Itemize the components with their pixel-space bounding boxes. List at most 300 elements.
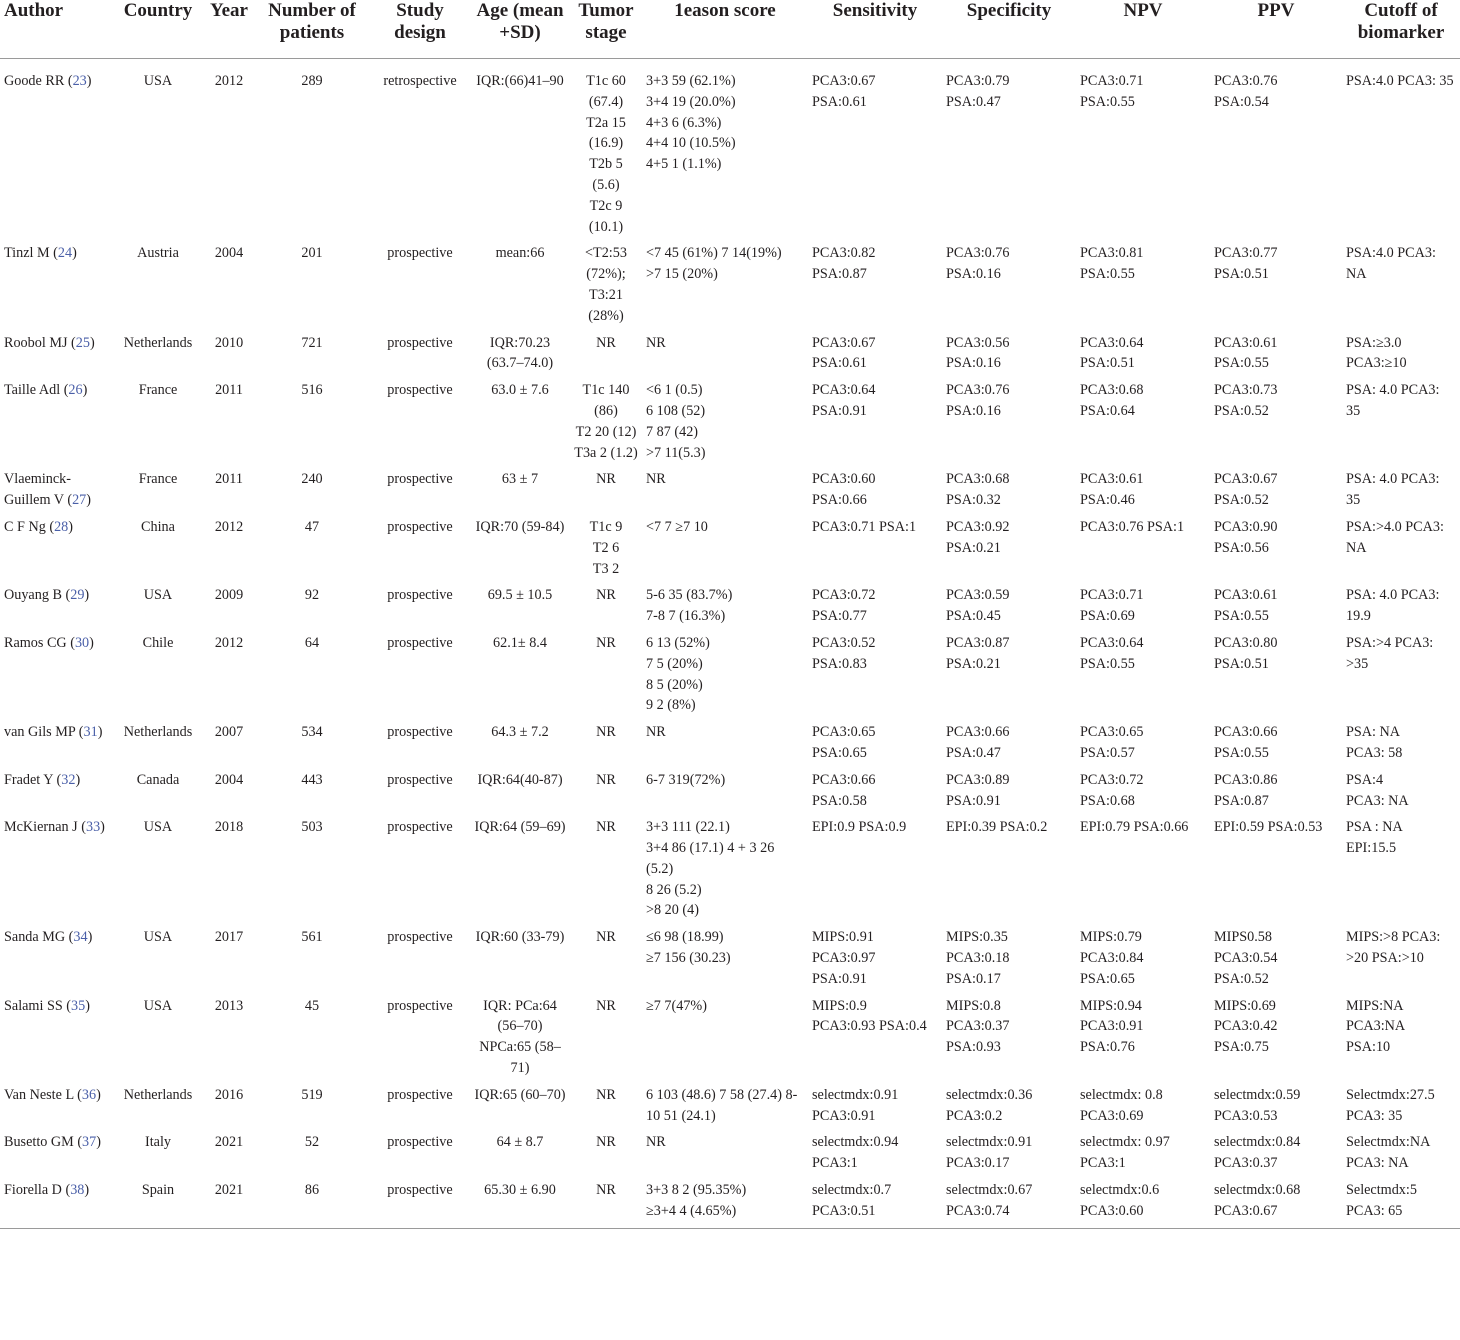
cell-specificity bbox=[942, 1079, 1076, 1127]
npv-line: PCA3:0.64 bbox=[1080, 634, 1144, 651]
reference-link[interactable]: 32 bbox=[61, 771, 76, 788]
sensitivity-line: PSA:0.61 bbox=[812, 355, 867, 372]
cell-age: 65.30 ± 6.90 bbox=[470, 1174, 570, 1228]
npv-line: PCA3:0.71 bbox=[1080, 73, 1144, 89]
cell-country: USA bbox=[143, 929, 173, 946]
cell-cutoff bbox=[1342, 1174, 1460, 1228]
specificity-line: selectmdx:0.67 bbox=[946, 1182, 1033, 1199]
table-row bbox=[0, 716, 1460, 764]
cell-author: C F Ng (28) bbox=[4, 518, 73, 535]
npv-line: PCA3:0.61 bbox=[1080, 471, 1144, 488]
cutoff-line: Selectmdx:5 bbox=[1346, 1182, 1417, 1199]
cell-sensitivity bbox=[808, 463, 942, 511]
table-header bbox=[0, 0, 1460, 59]
cell-age: 63 ± 7 bbox=[501, 471, 539, 488]
cell-npv bbox=[1076, 921, 1210, 989]
cutoff-line: PSA:4.0 PCA3: 35 bbox=[1346, 73, 1454, 89]
ppv-line: PSA:0.51 bbox=[1214, 266, 1269, 283]
tumor-stage-line: NR bbox=[596, 1182, 616, 1199]
cell-country: Canada bbox=[136, 771, 180, 788]
cell-country: USA bbox=[143, 997, 173, 1014]
sensitivity-line: PCA3:0.60 bbox=[812, 471, 876, 488]
column-header-npv: NPV bbox=[1076, 0, 1210, 59]
cell-cutoff bbox=[1342, 237, 1460, 326]
cell-country: France bbox=[138, 471, 178, 488]
tumor-stage-line: T2 20 (12) bbox=[575, 423, 637, 440]
cell-ppv bbox=[1210, 511, 1342, 579]
table-row bbox=[0, 1079, 1460, 1127]
tumor-stage-line: NR bbox=[596, 1086, 616, 1103]
cell-npv bbox=[1076, 463, 1210, 511]
sensitivity-line: PSA:0.91 bbox=[812, 970, 867, 987]
table-row bbox=[0, 811, 1460, 921]
reference-link[interactable]: 31 bbox=[83, 724, 98, 741]
cell-year: 2012 bbox=[214, 634, 244, 651]
tumor-stage-line: T2b 5 (5.6) bbox=[589, 156, 623, 193]
sensitivity-line: MIPS:0.91 bbox=[812, 929, 874, 946]
ppv-line: EPI:0.59 PSA:0.53 bbox=[1214, 819, 1323, 836]
cell-study-design: prospective bbox=[387, 771, 453, 788]
specificity-line: PSA:0.16 bbox=[946, 355, 1001, 372]
cell-sensitivity bbox=[808, 511, 942, 579]
table-row bbox=[0, 1126, 1460, 1174]
gleason-score-line: 8 5 (20%) bbox=[646, 676, 703, 693]
npv-line: PCA3:0.71 bbox=[1080, 587, 1144, 604]
cell-country: Austria bbox=[137, 245, 179, 262]
tumor-stage-line: T3:21 (28%) bbox=[588, 286, 624, 324]
specificity-line: MIPS:0.8 bbox=[946, 997, 1001, 1014]
specificity-line: PSA:0.32 bbox=[946, 492, 1001, 509]
gleason-score-line: 3+3 59 (62.1%) bbox=[646, 73, 736, 89]
gleason-score-line: ≥7 156 (30.23) bbox=[646, 950, 731, 967]
cell-sensitivity bbox=[808, 579, 942, 627]
reference-link[interactable]: 28 bbox=[54, 518, 69, 535]
cell-number-of-patients: 86 bbox=[254, 1174, 370, 1228]
specificity-line: PCA3:0.37 bbox=[946, 1018, 1010, 1035]
cell-cutoff bbox=[1342, 59, 1460, 238]
author-name: Vlaeminck-Guillem V bbox=[4, 471, 71, 509]
reference-link[interactable]: 23 bbox=[72, 73, 87, 89]
cell-study-design: prospective bbox=[387, 1134, 453, 1151]
sensitivity-line: PCA3:0.97 bbox=[812, 950, 876, 967]
cell-number-of-patients: 201 bbox=[301, 245, 323, 262]
specificity-line: PSA:0.16 bbox=[946, 266, 1001, 283]
cell-gleason-score bbox=[642, 627, 808, 716]
cell-study-design: prospective bbox=[387, 929, 453, 946]
cell-npv bbox=[1076, 811, 1210, 921]
cell-number-of-patients: 561 bbox=[301, 929, 323, 946]
gleason-score-line: NR bbox=[646, 724, 666, 741]
cell-specificity bbox=[942, 1126, 1076, 1174]
sensitivity-line: EPI:0.9 PSA:0.9 bbox=[812, 819, 907, 836]
sensitivity-line: PSA:0.66 bbox=[812, 492, 867, 509]
cell-specificity bbox=[942, 237, 1076, 326]
cell-year: 2017 bbox=[214, 929, 244, 946]
gleason-score-line: >8 20 (4) bbox=[646, 902, 699, 919]
cell-cutoff bbox=[1342, 1079, 1460, 1127]
sensitivity-line: MIPS:0.9 bbox=[812, 997, 867, 1014]
ppv-line: PCA3:0.66 bbox=[1214, 724, 1278, 741]
npv-line: PCA3:1 bbox=[1080, 1155, 1126, 1172]
cell-country: Netherlands bbox=[123, 1086, 193, 1103]
author-name: Van Neste L bbox=[4, 1086, 74, 1103]
reference-link[interactable]: 29 bbox=[70, 587, 85, 604]
table-row bbox=[0, 764, 1460, 812]
ppv-line: PCA3:0.73 bbox=[1214, 382, 1278, 399]
cutoff-line: PCA3:NA bbox=[1346, 1018, 1406, 1035]
sensitivity-line: PSA:0.58 bbox=[812, 792, 867, 809]
table-row bbox=[0, 463, 1460, 511]
specificity-line: PSA:0.91 bbox=[946, 792, 1001, 809]
table-row bbox=[0, 327, 1460, 375]
author-name: Ouyang B bbox=[4, 587, 62, 604]
npv-line: PSA:0.51 bbox=[1080, 355, 1135, 372]
cell-year: 2011 bbox=[215, 382, 243, 399]
cutoff-line: MIPS:NA bbox=[1346, 997, 1404, 1014]
cell-cutoff bbox=[1342, 811, 1460, 921]
tumor-stage-line: T1c 60 (67.4) bbox=[586, 73, 626, 110]
ppv-line: PCA3:0.77 bbox=[1214, 245, 1278, 262]
gleason-score-line: 6 103 (48.6) 7 58 (27.4) 8-10 51 (24.1) bbox=[646, 1086, 798, 1124]
cell-sensitivity bbox=[808, 764, 942, 812]
cell-study-design: prospective bbox=[387, 334, 453, 351]
tumor-stage-line: NR bbox=[596, 771, 616, 788]
gleason-score-line: 4+4 10 (10.5%) bbox=[646, 135, 736, 152]
gleason-score-line: NR bbox=[646, 1134, 666, 1151]
cell-author: Sanda MG (34) bbox=[4, 929, 93, 946]
cell-cutoff bbox=[1342, 327, 1460, 375]
sensitivity-line: PCA3:0.65 bbox=[812, 724, 876, 741]
reference-link[interactable]: 35 bbox=[71, 997, 86, 1014]
gleason-score-line: 3+3 111 (22.1) bbox=[646, 819, 730, 836]
cell-number-of-patients: 503 bbox=[301, 819, 323, 836]
specificity-line: PCA3:0.59 bbox=[946, 587, 1010, 604]
cell-gleason-score bbox=[642, 811, 808, 921]
cell-ppv bbox=[1210, 59, 1342, 238]
tumor-stage-line: NR bbox=[596, 1134, 616, 1151]
sensitivity-line: PSA:0.91 bbox=[812, 402, 867, 419]
npv-line: PCA3:0.81 bbox=[1080, 245, 1144, 262]
gleason-score-line: 7-8 7 (16.3%) bbox=[646, 608, 726, 625]
cell-year: 2004 bbox=[214, 771, 244, 788]
ppv-line: PCA3:0.42 bbox=[1214, 1018, 1278, 1035]
cell-number-of-patients: 45 bbox=[304, 997, 320, 1014]
cell-author: Fradet Y (32) bbox=[4, 771, 81, 788]
cell-year: 2012 bbox=[214, 518, 244, 535]
tumor-stage-line: T3 2 bbox=[592, 560, 620, 577]
tumor-stage-line: T2c 9 (10.1) bbox=[588, 197, 624, 235]
tumor-stage-line: T3a 2 (1.2) bbox=[574, 444, 638, 461]
reference-link[interactable]: 33 bbox=[85, 819, 101, 836]
specificity-line: PSA:0.45 bbox=[946, 608, 1001, 625]
npv-line: PSA:0.64 bbox=[1080, 402, 1135, 419]
specificity-line: EPI:0.39 PSA:0.2 bbox=[946, 819, 1048, 836]
reference-link[interactable]: 36 bbox=[81, 1086, 97, 1103]
cell-number-of-patients: 52 bbox=[304, 1134, 320, 1151]
author-name: Ramos CG bbox=[4, 634, 67, 651]
cell-npv bbox=[1076, 1126, 1210, 1174]
cell-author: Busetto GM (37) bbox=[4, 1134, 101, 1151]
sensitivity-line: PSA:0.77 bbox=[812, 608, 867, 625]
cell-sensitivity bbox=[808, 59, 942, 238]
gleason-score-line: 4+3 6 (6.3%) bbox=[646, 114, 722, 131]
tumor-stage-line: T2 6 bbox=[592, 539, 620, 556]
cell-author: Roobol MJ (25) bbox=[4, 334, 95, 351]
reference-link[interactable]: 26 bbox=[68, 382, 83, 399]
sensitivity-line: PCA3:0.51 bbox=[812, 1202, 876, 1219]
reference-link[interactable]: 27 bbox=[72, 492, 87, 509]
specificity-line: PCA3:0.76 bbox=[946, 245, 1010, 262]
gleason-score-line: <6 1 (0.5) bbox=[646, 382, 703, 399]
ppv-line: MIPS0.58 bbox=[1214, 929, 1272, 946]
cell-number-of-patients: 443 bbox=[301, 771, 323, 788]
cutoff-line: PCA3: NA bbox=[1346, 1155, 1409, 1172]
npv-line: selectmdx: 0.97 bbox=[1080, 1134, 1170, 1151]
cell-year: 2021 bbox=[204, 1174, 254, 1228]
specificity-line: PSA:0.16 bbox=[946, 402, 1001, 419]
sensitivity-line: PCA3:0.52 bbox=[812, 634, 876, 651]
ppv-line: selectmdx:0.59 bbox=[1214, 1086, 1301, 1103]
sensitivity-line: PCA3:0.67 bbox=[812, 73, 876, 89]
ppv-line: PSA:0.51 bbox=[1214, 655, 1269, 672]
gleason-score-line: 4+5 1 (1.1%) bbox=[646, 156, 722, 173]
cell-cutoff bbox=[1342, 511, 1460, 579]
npv-line: PCA3:0.60 bbox=[1080, 1202, 1144, 1219]
cell-sensitivity bbox=[808, 990, 942, 1079]
sensitivity-line: PCA3:0.82 bbox=[812, 245, 876, 262]
gleason-score-line: <7 7 ≥7 10 bbox=[646, 518, 708, 535]
cell-cutoff bbox=[1342, 716, 1460, 764]
gleason-score-line: 3+4 86 (17.1) 4 + 3 26 (5.2) bbox=[646, 840, 775, 877]
sensitivity-line: PSA:0.61 bbox=[812, 93, 867, 110]
cell-ppv bbox=[1210, 921, 1342, 989]
cutoff-line: PSA: NA bbox=[1346, 724, 1401, 741]
ppv-line: PSA:0.54 bbox=[1214, 93, 1269, 110]
cell-ppv bbox=[1210, 811, 1342, 921]
ppv-line: MIPS:0.69 bbox=[1214, 997, 1276, 1014]
cell-year: 2004 bbox=[214, 245, 244, 262]
npv-line: PSA:0.57 bbox=[1080, 744, 1135, 761]
sensitivity-line: selectmdx:0.91 bbox=[812, 1086, 899, 1103]
column-header-ppv: PPV bbox=[1210, 0, 1342, 59]
cell-sensitivity bbox=[808, 716, 942, 764]
cell-cutoff bbox=[1342, 374, 1460, 463]
cell-author: Ouyang B (29) bbox=[4, 587, 90, 604]
npv-line: PSA:0.55 bbox=[1080, 655, 1135, 672]
cell-year: 2009 bbox=[214, 587, 244, 604]
cutoff-line: PSA: 4.0 PCA3: 35 bbox=[1346, 471, 1440, 509]
author-name: Roobol MJ bbox=[4, 334, 68, 351]
reference-link[interactable]: 30 bbox=[74, 634, 90, 651]
ppv-line: PCA3:0.67 bbox=[1214, 471, 1278, 488]
cell-number-of-patients: 534 bbox=[301, 724, 323, 741]
cell-country: Spain bbox=[112, 1174, 204, 1228]
cutoff-line: PSA:>4.0 PCA3: NA bbox=[1346, 518, 1444, 556]
column-header-country: Country bbox=[112, 0, 204, 59]
specificity-line: PCA3:0.89 bbox=[946, 771, 1010, 788]
cutoff-line: PSA : NA bbox=[1346, 819, 1403, 836]
cell-ppv bbox=[1210, 327, 1342, 375]
specificity-line: PSA:0.93 bbox=[946, 1039, 1001, 1056]
cell-author: Vlaeminck-Guillem V (27) bbox=[4, 471, 91, 509]
specificity-line: PCA3:0.66 bbox=[946, 724, 1010, 741]
cell-gleason-score bbox=[642, 764, 808, 812]
cell-cutoff bbox=[1342, 764, 1460, 812]
tumor-stage-line: NR bbox=[596, 587, 616, 604]
cell-study-design: prospective bbox=[387, 1086, 453, 1103]
cutoff-line: Selectmdx:NA bbox=[1346, 1134, 1431, 1151]
ppv-line: PCA3:0.61 bbox=[1214, 587, 1278, 604]
cutoff-line: MIPS:>8 PCA3: >20 PSA:>10 bbox=[1346, 929, 1441, 967]
sensitivity-line: PSA:0.87 bbox=[812, 266, 867, 283]
column-header-sensitivity: Sensitivity bbox=[808, 0, 942, 59]
cell-tumor-stage bbox=[570, 1174, 642, 1228]
cell-author: Goode RR (23) bbox=[4, 73, 92, 89]
npv-line: PSA:0.55 bbox=[1080, 93, 1135, 110]
gleason-score-line: 6 108 (52) bbox=[646, 402, 706, 419]
cell-age: IQR:64(40-87) bbox=[477, 771, 563, 788]
column-header-cutoff: Cutoff of biomarker bbox=[1342, 0, 1460, 59]
gleason-score-line: 6-7 319(72%) bbox=[646, 771, 726, 788]
cell-npv bbox=[1076, 716, 1210, 764]
reference-link[interactable]: 24 bbox=[57, 245, 73, 262]
cell-age: 69.5 ± 10.5 bbox=[487, 587, 553, 604]
npv-line: selectmdx:0.6 bbox=[1080, 1182, 1160, 1199]
reference-link[interactable]: 37 bbox=[82, 1134, 97, 1151]
cell-number-of-patients: 721 bbox=[301, 334, 323, 351]
table-row bbox=[0, 59, 1460, 238]
cell-study-design: prospective bbox=[387, 587, 453, 604]
column-header-gleason-score: 1eason score bbox=[642, 0, 808, 59]
ppv-line: PCA3:0.80 bbox=[1214, 634, 1278, 651]
npv-line: PSA:0.65 bbox=[1080, 970, 1135, 987]
cell-cutoff bbox=[1342, 990, 1460, 1079]
specificity-line: PSA:0.17 bbox=[946, 970, 1001, 987]
specificity-line: PCA3:0.76 bbox=[946, 382, 1010, 399]
cell-ppv bbox=[1210, 374, 1342, 463]
cell-country: Italy bbox=[145, 1134, 171, 1151]
cell-tumor-stage bbox=[570, 1126, 642, 1174]
cell-age: IQR:64 (59–69) bbox=[474, 819, 566, 836]
cell-author: McKiernan J (33) bbox=[4, 819, 105, 836]
cell-study-design: retrospective bbox=[383, 73, 457, 89]
cell-tumor-stage bbox=[570, 1079, 642, 1127]
cell-tumor-stage bbox=[570, 327, 642, 375]
cell-sensitivity bbox=[808, 1079, 942, 1127]
cell-age: mean:66 bbox=[495, 245, 545, 262]
gleason-score-line: <7 45 (61%) 7 14(19%) bbox=[646, 245, 782, 262]
cell-sensitivity bbox=[808, 374, 942, 463]
specificity-line: PSA:0.21 bbox=[946, 655, 1001, 672]
cell-number-of-patients: 516 bbox=[301, 382, 323, 399]
cell-gleason-score bbox=[642, 374, 808, 463]
specificity-line: PCA3:0.17 bbox=[946, 1155, 1010, 1172]
cell-specificity bbox=[942, 1174, 1076, 1228]
ppv-line: PCA3:0.53 bbox=[1214, 1107, 1278, 1124]
reference-link[interactable]: 38 bbox=[70, 1182, 85, 1199]
cutoff-line: PCA3: 58 bbox=[1346, 744, 1403, 761]
cell-specificity bbox=[942, 990, 1076, 1079]
ppv-line: PSA:0.52 bbox=[1214, 970, 1269, 987]
cell-country: France bbox=[138, 382, 178, 399]
reference-link[interactable]: 34 bbox=[73, 929, 88, 946]
cell-study-design: prospective bbox=[387, 245, 453, 262]
cell-country: Chile bbox=[142, 634, 174, 651]
cell-year: 2016 bbox=[214, 1086, 244, 1103]
ppv-line: PCA3:0.76 bbox=[1214, 73, 1278, 89]
ppv-line: PCA3:0.37 bbox=[1214, 1155, 1278, 1172]
cell-gleason-score bbox=[642, 237, 808, 326]
reference-link[interactable]: 25 bbox=[75, 334, 90, 351]
specificity-line: PCA3:0.68 bbox=[946, 471, 1010, 488]
tumor-stage-line: T1c 140 (86) bbox=[582, 382, 630, 419]
cutoff-line: PSA: 4.0 PCA3: 19.9 bbox=[1346, 587, 1440, 625]
npv-line: PSA:0.46 bbox=[1080, 492, 1135, 509]
cell-number-of-patients: 64 bbox=[304, 634, 320, 651]
cell-ppv bbox=[1210, 990, 1342, 1079]
gleason-score-line: 7 5 (20%) bbox=[646, 655, 703, 672]
cell-gleason-score bbox=[642, 1174, 808, 1228]
tumor-stage-line: T2a 15 (16.9) bbox=[586, 114, 626, 152]
cell-age: 64.3 ± 7.2 bbox=[491, 724, 549, 741]
author-name: Sanda MG bbox=[4, 929, 66, 946]
cell-sensitivity bbox=[808, 327, 942, 375]
cell-study-design: prospective bbox=[387, 634, 453, 651]
cell-specificity bbox=[942, 463, 1076, 511]
cell-country: USA bbox=[143, 73, 173, 89]
cell-author: Fiorella D (38) bbox=[0, 1174, 112, 1228]
ppv-line: PSA:0.87 bbox=[1214, 792, 1269, 809]
cutoff-line: PSA:10 bbox=[1346, 1039, 1391, 1056]
npv-line: PSA:0.76 bbox=[1080, 1039, 1135, 1056]
author-name: van Gils MP bbox=[4, 724, 76, 741]
gleason-score-line: NR bbox=[646, 471, 666, 488]
cell-tumor-stage bbox=[570, 374, 642, 463]
cell-npv bbox=[1076, 1174, 1210, 1228]
header-row bbox=[0, 0, 1460, 59]
cell-tumor-stage bbox=[570, 59, 642, 238]
author-name: McKiernan J bbox=[4, 819, 78, 836]
sensitivity-line: PCA3:0.71 PSA:1 bbox=[812, 518, 917, 535]
column-header-study-design: Study design bbox=[370, 0, 470, 59]
cell-tumor-stage bbox=[570, 990, 642, 1079]
cell-ppv bbox=[1210, 764, 1342, 812]
sensitivity-line: PCA3:0.67 bbox=[812, 334, 876, 351]
author-name: Tinzl M bbox=[4, 245, 50, 262]
tumor-stage-line: NR bbox=[596, 724, 616, 741]
npv-line: PCA3:0.65 bbox=[1080, 724, 1144, 741]
cell-gleason-score bbox=[642, 463, 808, 511]
column-header-specificity: Specificity bbox=[942, 0, 1076, 59]
cell-age: IQR:65 (60–70) bbox=[474, 1086, 566, 1103]
author-name: Goode RR bbox=[4, 73, 65, 89]
npv-line: PSA:0.68 bbox=[1080, 792, 1135, 809]
column-header-age: Age (mean +SD) bbox=[470, 0, 570, 59]
cell-npv bbox=[1076, 764, 1210, 812]
npv-line: PCA3:0.68 bbox=[1080, 382, 1144, 399]
cell-gleason-score bbox=[642, 327, 808, 375]
table-row bbox=[0, 1174, 1460, 1228]
gleason-score-line: 5-6 35 (83.7%) bbox=[646, 587, 733, 604]
column-header-number-of-patients: Number of patients bbox=[254, 0, 370, 59]
cell-gleason-score bbox=[642, 579, 808, 627]
column-header-year: Year bbox=[204, 0, 254, 59]
cell-tumor-stage bbox=[570, 716, 642, 764]
gleason-score-line: 6 13 (52%) bbox=[646, 634, 710, 651]
table-row bbox=[0, 374, 1460, 463]
sensitivity-line: PSA:0.65 bbox=[812, 744, 867, 761]
cell-author: Salami SS (35) bbox=[4, 997, 90, 1014]
